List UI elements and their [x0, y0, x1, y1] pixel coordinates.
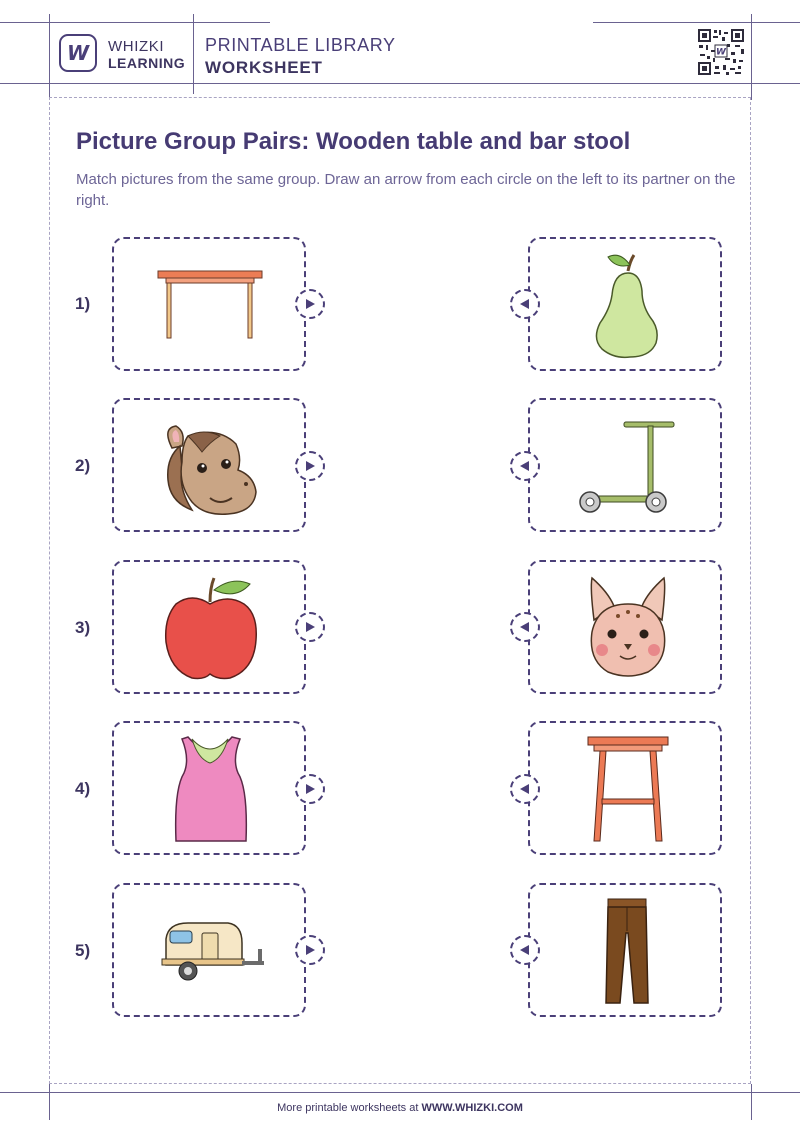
worksheet-instructions: Match pictures from the same group. Draw an arrow from each circle on the left to its partner on the right. — [76, 171, 736, 209]
header-rule-bottom — [0, 83, 800, 84]
right-dot-2[interactable] — [510, 451, 540, 481]
arrow-right-icon — [304, 460, 316, 472]
right-dot-3[interactable] — [510, 612, 540, 642]
camper-trailer-icon — [158, 919, 268, 985]
header-rule-v2 — [193, 14, 194, 94]
footer-site-link[interactable]: WWW.WHIZKI.COM — [421, 1102, 523, 1114]
qr-logo-letter: W — [716, 47, 726, 58]
arrow-left-icon — [519, 944, 531, 956]
right-card-5[interactable] — [528, 883, 722, 1017]
pear-icon — [590, 251, 664, 361]
arrow-left-icon — [519, 298, 531, 310]
right-dot-4[interactable] — [510, 774, 540, 804]
kick-scooter-icon — [572, 416, 684, 518]
tank-top-icon — [170, 733, 252, 847]
header-rule-v1 — [49, 14, 50, 100]
arrow-left-icon — [519, 621, 531, 633]
left-card-5[interactable] — [112, 883, 306, 1017]
left-dot-1[interactable] — [295, 289, 325, 319]
worksheet-title: Picture Group Pairs: Wooden table and bar stool — [76, 128, 631, 155]
arrow-right-icon — [304, 298, 316, 310]
right-dot-5[interactable] — [510, 935, 540, 965]
logo — [59, 34, 97, 72]
row-number-2: 2) — [75, 456, 91, 475]
trousers-icon — [602, 897, 652, 1007]
left-dot-4[interactable] — [295, 774, 325, 804]
left-card-3[interactable] — [112, 560, 306, 694]
logo-letter: W — [66, 41, 90, 65]
brand-name: WHIZKI — [108, 38, 165, 55]
row-number-4: 4) — [75, 779, 91, 798]
left-card-2[interactable] — [112, 398, 306, 532]
apple-icon — [162, 574, 260, 684]
left-card-1[interactable] — [112, 237, 306, 371]
right-card-2[interactable] — [528, 398, 722, 532]
header-rule-right — [593, 22, 800, 23]
footer-prefix: More printable worksheets at — [277, 1102, 422, 1114]
bar-stool-icon — [586, 735, 670, 845]
footer-rule — [0, 1092, 800, 1093]
right-card-3[interactable] — [528, 560, 722, 694]
left-dot-2[interactable] — [295, 451, 325, 481]
arrow-right-icon — [304, 944, 316, 956]
arrow-right-icon — [304, 621, 316, 633]
right-card-4[interactable] — [528, 721, 722, 855]
row-number-5: 5) — [75, 941, 91, 960]
row-number-3: 3) — [75, 618, 91, 637]
right-card-1[interactable] — [528, 237, 722, 371]
header-rule-v3 — [751, 14, 752, 100]
row-number-1: 1) — [75, 294, 91, 313]
worksheet-label: WORKSHEET — [205, 58, 323, 77]
right-dot-1[interactable] — [510, 289, 540, 319]
left-dot-3[interactable] — [295, 612, 325, 642]
brand-subname: LEARNING — [108, 55, 186, 71]
arrow-left-icon — [519, 783, 531, 795]
lynx-head-icon — [584, 576, 672, 682]
wooden-table-icon — [154, 267, 268, 343]
left-card-4[interactable] — [112, 721, 306, 855]
arrow-right-icon — [304, 783, 316, 795]
horse-head-icon — [158, 418, 262, 518]
qr-code-icon — [697, 28, 745, 76]
library-label: PRINTABLE LIBRARY — [205, 35, 396, 55]
left-dot-5[interactable] — [295, 935, 325, 965]
arrow-left-icon — [519, 460, 531, 472]
footer-text — [0, 1102, 800, 1114]
header-rule-left — [0, 22, 270, 23]
